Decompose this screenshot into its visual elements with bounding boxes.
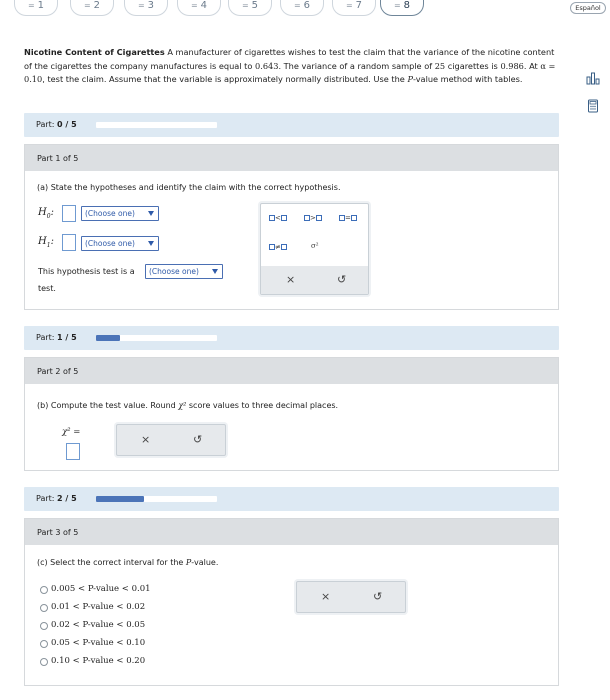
chi-square-label: χ² = bbox=[62, 427, 81, 437]
math-symbol-palette bbox=[260, 203, 369, 295]
step-number: 8 bbox=[403, 0, 411, 11]
chevron-down-icon bbox=[212, 269, 218, 274]
bar-chart-icon[interactable] bbox=[586, 71, 600, 85]
part-2-card bbox=[24, 357, 559, 471]
pvalue-option-radio[interactable] bbox=[40, 640, 48, 648]
greater-than-symbol: > bbox=[310, 214, 316, 222]
less-than-button[interactable] bbox=[269, 214, 287, 222]
placeholder-box-icon bbox=[351, 215, 357, 221]
palette-actions bbox=[261, 266, 368, 294]
question-text: (b) Compute the test value. Round bbox=[37, 401, 176, 410]
problem-text: A manufacturer of cigarettes wishes to test the claim that the variance of the nicotine content of the cigarettes the company manufactures is equal to bbox=[24, 47, 555, 71]
calculator-icon[interactable] bbox=[586, 99, 600, 113]
h0-parameter-input[interactable] bbox=[62, 205, 76, 222]
undo-button[interactable]: ↺ bbox=[337, 273, 347, 286]
h1-parameter-input[interactable] bbox=[62, 234, 76, 251]
p-symbol: P bbox=[185, 558, 192, 567]
part-label-prefix: Part: bbox=[36, 120, 55, 129]
question-text: (c) Select the correct interval for the bbox=[37, 558, 184, 567]
h-subscript: 0 bbox=[46, 213, 51, 220]
part-label-prefix: Part: bbox=[36, 333, 55, 342]
pvalue-option-label[interactable]: 0.10 < P-value < 0.20 bbox=[51, 656, 146, 666]
clear-button[interactable]: × bbox=[286, 273, 296, 286]
dropdown-text: (Choose one) bbox=[85, 239, 135, 248]
problem-text: cigarettes is bbox=[447, 60, 498, 71]
question-text: -value. bbox=[191, 558, 219, 567]
test-type-dropdown[interactable] bbox=[145, 264, 223, 279]
part-progress-label bbox=[36, 494, 77, 503]
chevron-down-icon bbox=[148, 211, 154, 216]
not-equal-button[interactable] bbox=[269, 243, 287, 251]
step-navigation bbox=[14, 0, 434, 18]
part-label-prefix: Part: bbox=[36, 494, 55, 503]
step-3-tab[interactable]: = 3 bbox=[124, 0, 168, 16]
h-letter: H bbox=[38, 207, 47, 218]
sigma-squared-button[interactable]: σ² bbox=[311, 242, 319, 250]
dropdown-text: (Choose one) bbox=[85, 209, 135, 218]
undo-button[interactable]: ↺ bbox=[373, 590, 383, 603]
problem-text: -value method with tables. bbox=[412, 74, 523, 84]
part-heading: Part 2 of 5 bbox=[25, 358, 558, 384]
step-number: 5 bbox=[251, 0, 259, 11]
step-5-tab[interactable]: = 5 bbox=[228, 0, 272, 16]
language-button[interactable]: Español bbox=[570, 2, 606, 14]
part-label-value: 2 / 5 bbox=[57, 494, 77, 503]
significance-level: α = 0.10 bbox=[24, 60, 556, 84]
not-equal-symbol: ≠ bbox=[275, 243, 281, 251]
h-letter: H bbox=[38, 236, 47, 247]
problem-statement bbox=[24, 46, 559, 87]
step-number: 4 bbox=[200, 0, 208, 11]
progress-fill bbox=[96, 496, 144, 502]
equals-button[interactable] bbox=[339, 214, 357, 222]
part-label-value: 0 / 5 bbox=[57, 120, 77, 129]
part-1-question: (a) State the hypotheses and identify the claim with the correct hypothesis. bbox=[37, 183, 341, 192]
progress-track bbox=[96, 496, 217, 502]
problem-text: , test the claim. Assume that the variable is approximately normally distributed. Use the bbox=[42, 74, 405, 84]
part-progress-label bbox=[36, 333, 77, 342]
part-heading: Part 1 of 5 bbox=[25, 145, 558, 171]
clear-button[interactable]: × bbox=[321, 590, 331, 603]
test-type-prefix: This hypothesis test is a bbox=[38, 267, 135, 276]
p-symbol: P bbox=[407, 74, 413, 84]
answer-tools bbox=[116, 424, 226, 456]
question-text: score values to three decimal places. bbox=[188, 401, 339, 410]
pvalue-option-label[interactable]: 0.01 < P-value < 0.02 bbox=[51, 602, 146, 612]
less-than-symbol: < bbox=[275, 214, 281, 222]
undo-button[interactable]: ↺ bbox=[193, 433, 203, 446]
sample-size: 25 bbox=[434, 60, 446, 71]
part-progress-bar bbox=[24, 113, 559, 137]
h1-choose-dropdown[interactable] bbox=[81, 236, 159, 251]
progress-track bbox=[96, 122, 217, 128]
problem-text: . The variance of a random sample of bbox=[278, 60, 433, 71]
chi-square-input[interactable] bbox=[66, 443, 80, 460]
step-number: 2 bbox=[93, 0, 101, 11]
chevron-down-icon bbox=[148, 241, 154, 246]
part-2-question bbox=[37, 401, 338, 410]
dropdown-text: (Choose one) bbox=[149, 267, 199, 276]
placeholder-box-icon bbox=[281, 215, 287, 221]
pvalue-option-label[interactable]: 0.02 < P-value < 0.05 bbox=[51, 620, 146, 630]
step-number: 6 bbox=[303, 0, 311, 11]
step-number: 1 bbox=[37, 0, 45, 11]
test-type-suffix: test. bbox=[38, 284, 56, 293]
equals-symbol: = bbox=[345, 214, 351, 222]
answer-tools bbox=[296, 581, 406, 613]
part-progress-bar bbox=[24, 326, 559, 350]
pvalue-option-radio[interactable] bbox=[40, 604, 48, 612]
h0-label: $H_0$: bbox=[38, 207, 54, 220]
pvalue-option-label[interactable]: 0.005 < P-value < 0.01 bbox=[51, 584, 151, 594]
step-number: 7 bbox=[355, 0, 363, 11]
step-4-tab[interactable]: = 4 bbox=[177, 0, 221, 16]
step-8-tab[interactable]: = 8 bbox=[380, 0, 424, 16]
greater-than-button[interactable] bbox=[304, 214, 322, 222]
h0-choose-dropdown[interactable] bbox=[81, 206, 159, 221]
clear-button[interactable]: × bbox=[141, 433, 151, 446]
progress-fill bbox=[96, 335, 120, 341]
problem-title: Nicotine Content of Cigarettes bbox=[24, 47, 165, 57]
step-number: 3 bbox=[147, 0, 155, 11]
part-3-question bbox=[37, 558, 218, 567]
placeholder-box-icon bbox=[281, 244, 287, 250]
pvalue-option-label[interactable]: 0.05 < P-value < 0.10 bbox=[51, 638, 146, 648]
part-progress-bar bbox=[24, 487, 559, 511]
chi-square-symbol: χ² bbox=[178, 401, 187, 410]
pvalue-option-radio[interactable] bbox=[40, 622, 48, 630]
pvalue-option-radio[interactable] bbox=[40, 586, 48, 594]
part-progress-label bbox=[36, 120, 77, 129]
part-heading: Part 3 of 5 bbox=[25, 519, 558, 545]
progress-track bbox=[96, 335, 217, 341]
pvalue-option-radio[interactable] bbox=[40, 658, 48, 666]
step-6-tab[interactable]: = 6 bbox=[280, 0, 324, 16]
h-subscript: 1 bbox=[46, 242, 51, 249]
h1-label: $H_1$: bbox=[38, 236, 54, 249]
placeholder-box-icon bbox=[316, 215, 322, 221]
step-2-tab[interactable]: = 2 bbox=[70, 0, 114, 16]
sample-variance: 0.986 bbox=[500, 60, 524, 71]
problem-text: . At bbox=[523, 60, 538, 71]
step-7-tab[interactable]: = 7 bbox=[332, 0, 376, 16]
population-variance: 0.643 bbox=[255, 60, 279, 71]
part-label-value: 1 / 5 bbox=[57, 333, 77, 342]
step-1-tab[interactable]: = 1 bbox=[14, 0, 58, 16]
